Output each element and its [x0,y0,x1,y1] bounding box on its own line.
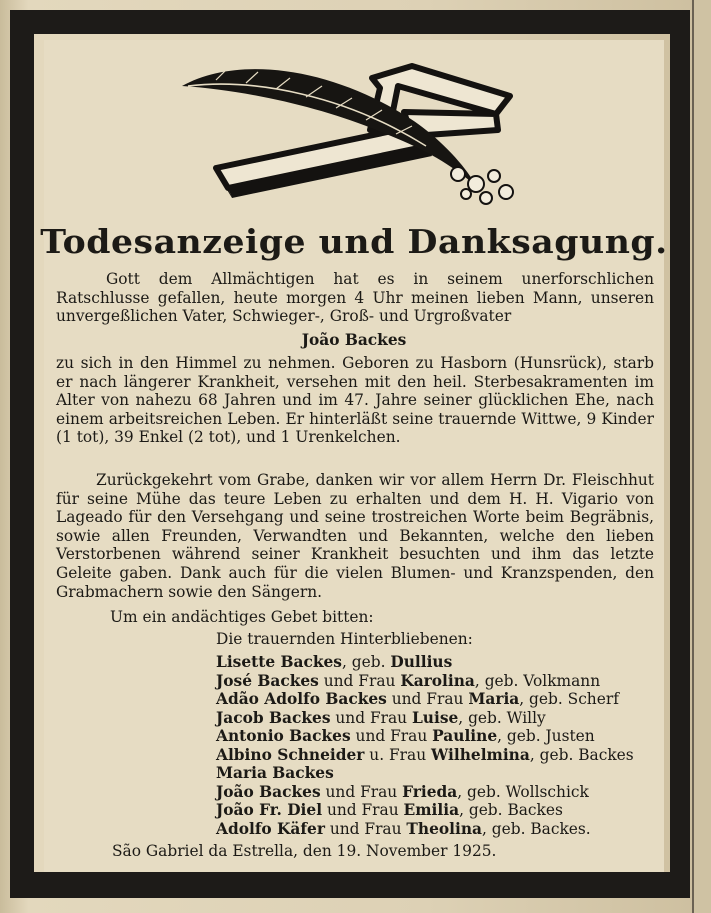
survivor-line: Jacob Backes und Frau Luise, geb. Willy [216,708,546,727]
survivors-list [216,653,664,838]
prayer-request: Um ein andächtiges Gebet bitten: [110,608,374,626]
survivor-line: João Backes und Frau Frieda, geb. Wollschick [216,782,589,801]
survivor-line: José Backes und Frau Karolina, geb. Volkmann [216,671,601,690]
survivor-line: Adolfo Käfer und Frau Theolina, geb. Backes. [216,819,591,838]
thanks-paragraph: Zurückgekehrt vom Grabe, danken wir vor allem Herrn Dr. Fleischhut für seine Mühe das teure Leben zu erhalten und dem H. H. Vigario von Lageado für den Versehgang und seine trostreichen Worte beim Begräbnis, sowie allen Freunden, Verwandten und Bekannten, welche den lieben Verstorbenen während seiner Krankheit besuchten und ihm das letzte Geleite gaben. Dank auch für die vielen Blumen- und Kranzspenden, den Grabmachern sowie den Sängern. [56,471,654,601]
place-and-date: São Gabriel da Estrella, den 19. November 1925. [112,842,497,860]
survivor-line: Adão Adolfo Backes und Frau Maria, geb. Scherf [216,690,619,708]
biography-paragraph: zu sich in den Himmel zu nehmen. Geboren zu Hasborn (Hunsrück), starb er nach längerer Krankheit, versehen mit den heil. Sterbesakramenten im Alter von nahezu 68 Jahren und im 47. Jahre seiner glücklichen Ehe, nach einem arbeitsreichen Leben. Er hinterläßt seine trauernde Wittwe, 9 Kinder (1 tot), 39 Enkel (2 tot), und 1 Urenkelchen. [56,354,654,447]
announcement-paragraph: Gott dem Allmächtigen hat es in seinem unerforschlichen Ratschlusse gefallen, heute morgen 4 Uhr meinen lieben Mann, unseren unvergeßlichen Vater, Schwieger-, Groß- und Urgroßvater [56,270,654,326]
survivor-line: Albino Schneider u. Frau Wilhelmina, geb. Backes [216,745,634,764]
deceased-name: João Backes [301,331,407,349]
survivor-line: Maria Backes [216,764,334,782]
cross-and-palm-icon [176,56,532,216]
adjacent-column-edge [692,0,711,913]
survivor-line: João Fr. Diel und Frau Emilia, geb. Backes [216,801,563,819]
survivor-line: Lisette Backes, geb. Dullius [216,653,453,671]
survivor-line: Antonio Backes und Frau Pauline, geb. Justen [216,727,595,745]
survivors-intro: Die trauernden Hinterbliebenen: [216,630,473,648]
notice-title: Todesanzeige und Danksagung. [40,222,668,261]
